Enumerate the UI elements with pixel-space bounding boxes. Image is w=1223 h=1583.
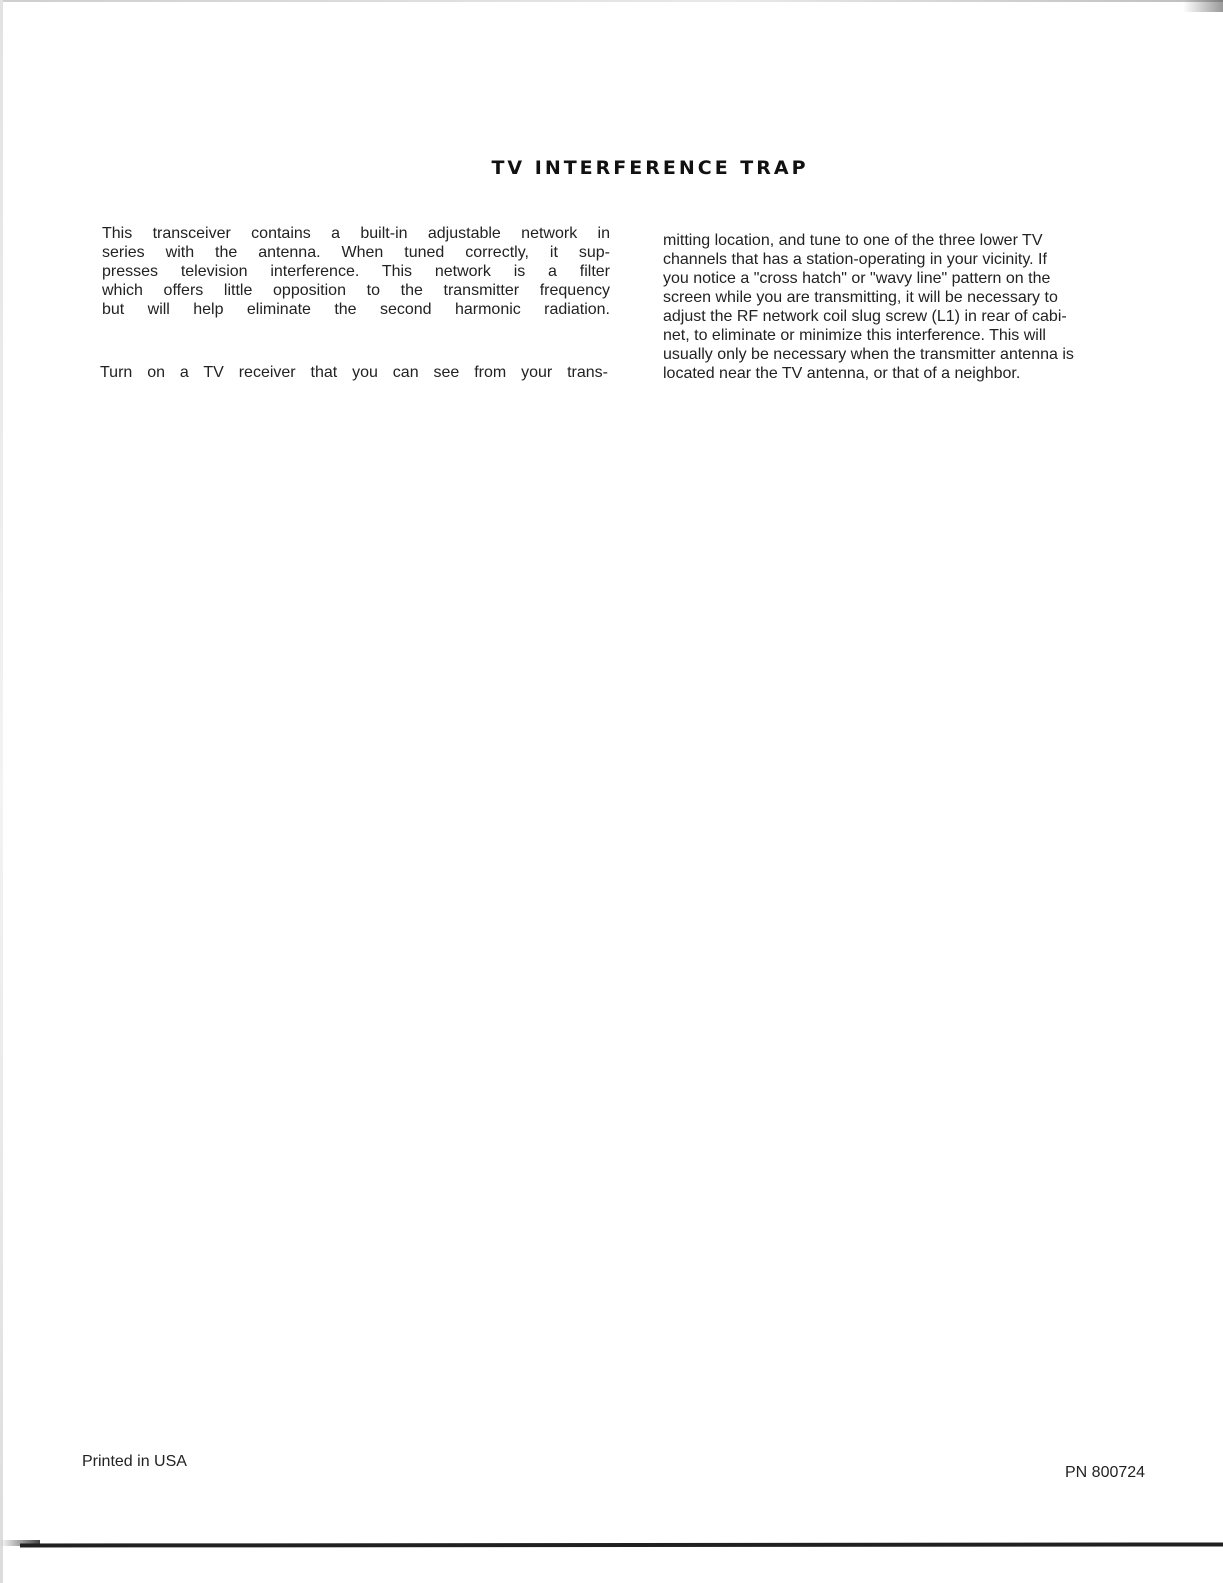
paragraph xyxy=(102,224,610,319)
text-line: mitting location, and tune to one of the three lower TV xyxy=(663,232,1043,249)
text-line: but will help eliminate the second harmonic radiation. xyxy=(102,301,610,318)
text-line: adjust the RF network coil slug screw (L1) in rear of cabi- xyxy=(663,308,1067,325)
page-title: TV INTERFERENCE TRAP xyxy=(491,157,809,179)
text-line: Turn on a TV receiver that you can see from your trans- xyxy=(100,364,608,381)
text-line: series with the antenna. When tuned correctly, it sup- xyxy=(102,244,610,261)
text-line: located near the TV antenna, or that of a neighbor. xyxy=(663,365,1021,382)
text-line: screen while you are transmitting, it will be necessary to xyxy=(663,289,1058,306)
scan-shadow xyxy=(1183,0,1223,12)
footer-part-number: PN 800724 xyxy=(1065,1464,1146,1481)
paragraph xyxy=(100,363,608,382)
page-edge-left xyxy=(0,0,3,1583)
text-line: This transceiver contains a built-in adjustable network in xyxy=(102,225,610,242)
text-line: you notice a "cross hatch" or "wavy line" pattern on the xyxy=(663,270,1051,287)
text-line: which offers little opposition to the transmitter frequency xyxy=(102,282,610,299)
bottom-rule xyxy=(20,1542,1223,1547)
text-line: channels that has a station-operating in your vicinity. If xyxy=(663,251,1047,268)
paragraph xyxy=(663,231,1171,383)
page-edge-top xyxy=(0,0,1223,2)
text-line: net, to eliminate or minimize this interference. This will xyxy=(663,327,1046,344)
text-line: usually only be necessary when the transmitter antenna is xyxy=(663,346,1074,363)
footer-print-note: Printed in USA xyxy=(82,1453,187,1470)
text-line: presses television interference. This network is a filter xyxy=(102,263,610,280)
